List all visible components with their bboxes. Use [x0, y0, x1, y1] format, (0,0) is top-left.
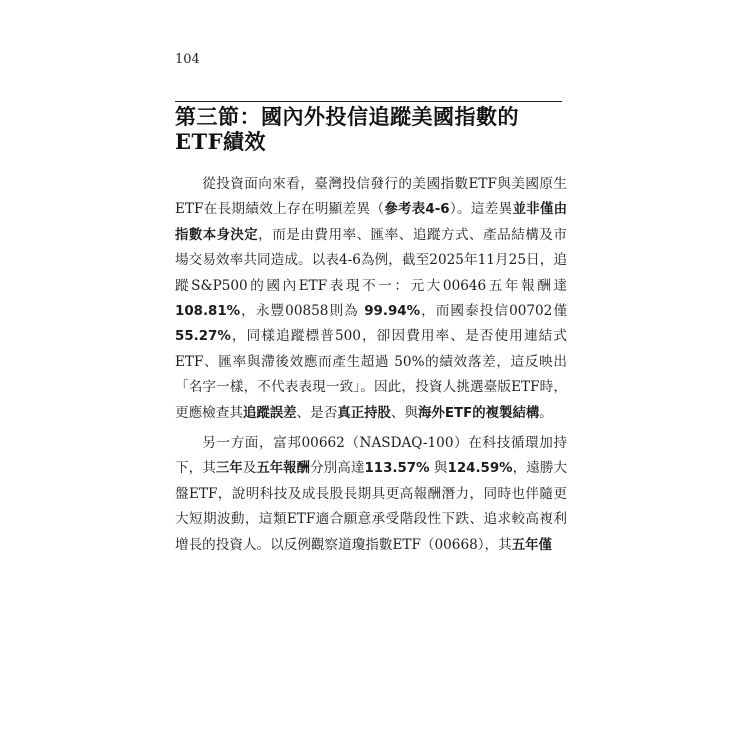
bold-phrase: 並非僅由指數本身決定: [175, 202, 568, 243]
paragraph-1: [175, 172, 567, 426]
bold-phrase: 五年僅: [511, 537, 552, 553]
text-run: 及: [242, 460, 257, 477]
page-number: 104: [175, 52, 200, 67]
text-run: ，而是由費用率、匯率、追蹤方式、產品結構及市場交易效率共同造成。以表4-6為例，截至2025年11月25日，追蹤S&P500的國內ETF表現不一：元大00646五年報酬達: [175, 226, 568, 294]
text-run: ）。這差異: [449, 201, 513, 218]
text-run: 。: [539, 404, 553, 421]
bold-phrase: 113.57%: [364, 461, 430, 477]
paragraph-2: [175, 431, 567, 558]
text-run: 另一方面，富邦00662（NASDAQ-100）在科技循環加持下，其: [175, 435, 567, 477]
text-run: ，遠勝大盤ETF，說明科技及成長股長期具更高報酬潛力，同時也伴隨更大短期波動，這類ETF適合願意承受階段性下跌、追求較高複利增長的投資人。以反例觀察道瓊指數ETF（00668），其: [175, 460, 568, 553]
bold-phrase: 參考表4-6: [384, 202, 450, 218]
bold-phrase: 99.94%: [364, 304, 420, 320]
bold-phrase: 真正持股: [337, 405, 391, 421]
text-run: 從投資面向來看，臺灣投信發行的美國指數ETF與美國原生ETF在長期績效上存在明顯差異（: [175, 176, 567, 218]
bold-phrase: 三年: [215, 461, 243, 477]
bold-phrase: 108.81%: [175, 304, 241, 320]
bold-phrase: 海外ETF的複製結構: [418, 405, 540, 421]
body-text: [175, 172, 567, 563]
bold-phrase: 追蹤誤差: [242, 405, 297, 421]
text-run: ，同樣追蹤標普500，卻因費用率、是否使用連結式 ETF、匯率與滯後效應而產生超過 50%的績效落差，這反映出「名字一樣，不代表表現一致」。因此，投資人挑選臺版ETF時，更應檢查其: [175, 328, 567, 421]
text-run: 、與: [390, 404, 419, 421]
text-run: 、是否: [296, 404, 338, 421]
text-run: 分別高達: [309, 460, 365, 477]
text-run: 與: [429, 460, 448, 477]
heading-rule: [175, 101, 562, 102]
section-heading: 第三節：國內外投信追蹤美國指數的ETF績效: [175, 104, 519, 154]
bold-phrase: 五年報酬: [256, 461, 310, 477]
text-run: ，永豐00858則為: [240, 303, 365, 320]
text-run: ，而國泰投信00702僅: [420, 303, 567, 320]
bold-phrase: 124.59%: [447, 461, 513, 477]
bold-phrase: 55.27%: [175, 329, 231, 345]
